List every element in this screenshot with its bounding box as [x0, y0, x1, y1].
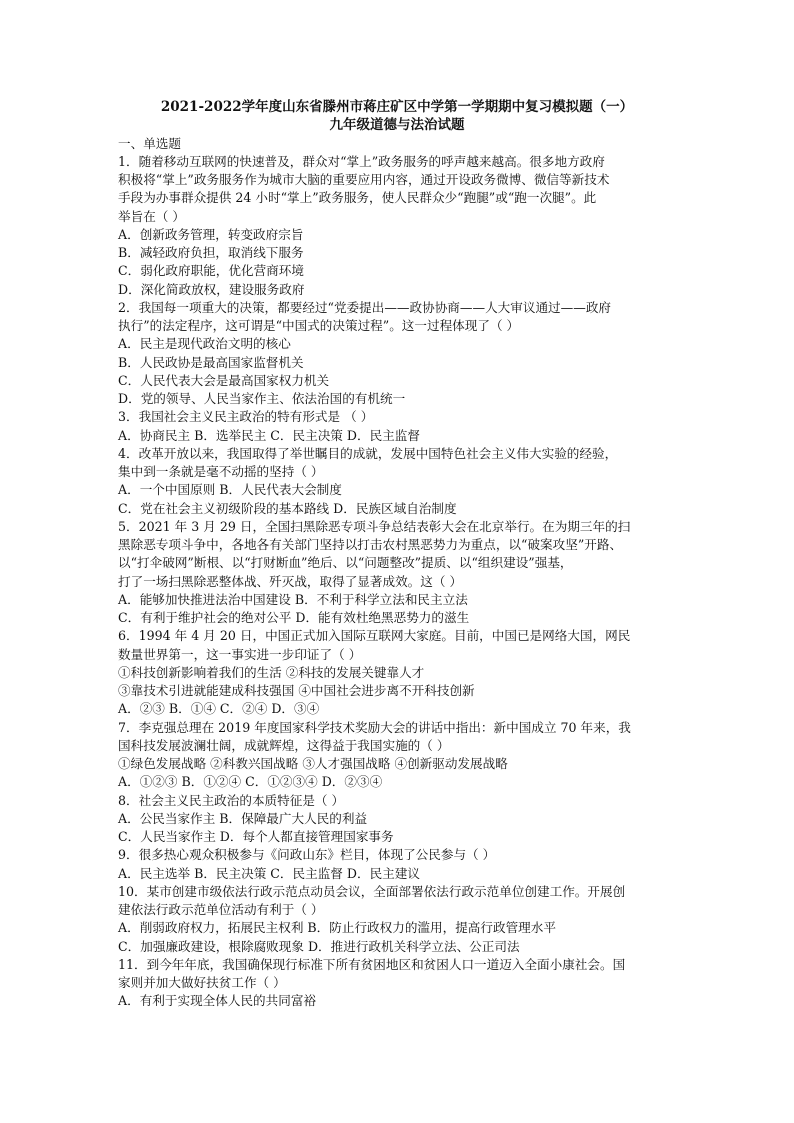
answer-options-row: C．加强廉政建设，根除腐败现象 D．推进行政机关科学立法、公正司法	[118, 938, 520, 954]
statement-line: ①科技创新影响着我们的生活 ②科技的发展关键靠人才	[118, 664, 425, 680]
exam-title-line2: 九年级道德与法治试题	[329, 117, 465, 134]
question-4	[118, 445, 676, 518]
question-text-line: 8．社会主义民主政治的本质特征是（ ）	[118, 792, 345, 808]
question-text-line: 家则并加大做好扶贫工作（ ）	[118, 975, 286, 990]
answer-options-row: A．民主选举 B．民主决策 C．民主监督 D．民主建议	[118, 865, 420, 881]
section-heading: 一、单选题	[118, 135, 181, 151]
answer-options-row: C．有利于维护社会的绝对公平 D．能有效杜绝黑恶势力的滋生	[118, 610, 470, 625]
question-2	[118, 299, 676, 409]
question-text-line: 4．改革开放以来，我国取得了举世瞩目的成就，发展中国特色社会主义伟大实验的经验，	[118, 445, 618, 461]
question-text-line: 积极将“掌上”政务服务作为城市大脑的重要应用内容，通过开设政务微博、微信等新技术	[118, 172, 610, 187]
answer-option: C．弱化政府职能，优化营商环境	[118, 263, 304, 279]
question-6	[118, 627, 676, 718]
question-text-line: 10．某市创建市级依法行政示范点动员会议，全面部署依法行政示范单位创建工作。开展创	[118, 883, 626, 899]
answer-option: B．人民政协是最高国家监督机关	[118, 354, 304, 370]
question-3	[118, 408, 676, 445]
question-text-line: 7．李克强总理在 2019 年度国家科学技术奖励大会的讲话中指出：新中国成立 70 年来，我	[118, 719, 631, 735]
question-text-line: 黑除恶专项斗争中，各地各有关部门坚持以打击农村黑恶势力为重点，以“破案攻坚”开路、	[118, 537, 623, 552]
answer-options-row: A．①②③ B．①②④ C．①②③④ D．②③④	[118, 774, 383, 790]
statement-line: ①绿色发展战略 ②科教兴国战略 ③人才强国战略 ④创新驱动发展战略	[118, 756, 508, 771]
question-5	[118, 518, 676, 628]
answer-option: A．创新政务管理，转变政府宗旨	[118, 226, 304, 242]
question-text-line: 执行”的法定程序，这可谓是“中国式的决策过程”。这一过程体现了（ ）	[118, 318, 520, 333]
question-text-line: 举旨在（ ）	[118, 208, 185, 224]
answer-option: A．民主是现代政治文明的核心	[118, 336, 291, 352]
question-text-line: 建依法行政示范单位活动有利于（ ）	[118, 902, 324, 917]
question-text-line: 9．很多热心观众积极参与《问政山东》栏目，体现了公民参与（ ）	[118, 847, 496, 863]
answer-options-row: A．协商民主 B．选举民主 C．民主决策 D．民主监督	[118, 427, 420, 443]
answer-option: D．深化简政放权，建设服务政府	[118, 281, 305, 297]
exam-page	[118, 98, 676, 1011]
question-text-line: 11．到今年年底，我国确保现行标准下所有贫困地区和贫困人口一道迈入全面小康社会。国	[118, 956, 626, 972]
answer-options-row: A．公民当家作主 B．保障最广大人民的利益	[118, 810, 368, 826]
question-7	[118, 719, 676, 792]
answer-options-row: C．人民当家作主 D．每个人都直接管理国家事务	[118, 829, 394, 844]
answer-options-row: A．能够加快推进法治中国建设 B．不利于科学立法和民主立法	[118, 591, 468, 607]
answer-option: A．有利于实现全体人民的共同富裕	[118, 993, 317, 1009]
question-text-line: 3．我国社会主义民主政治的特有形式是 （ ）	[118, 409, 374, 425]
question-8	[118, 792, 676, 847]
question-text-line: 集中到一条就是毫不动摇的坚持（ ）	[118, 464, 324, 479]
exam-title-line1: 2021-2022学年度山东省滕州市蒋庄矿区中学第一学期期中复习模拟题（一）	[160, 99, 634, 115]
answer-options-row: A．②③ B．①④ C．②④ D．③④	[118, 701, 320, 717]
question-10	[118, 883, 676, 956]
answer-option: B．减轻政府负担，取消线下服务	[118, 245, 304, 260]
question-text-line: 以“打伞破网”断根、以“打财断血”绝后、以“问题整改”提质、以“组织建设”强基，	[118, 555, 573, 571]
answer-options-row: A．削弱政府权力，拓展民主权利 B．防止行政权力的滥用，提高行政管理水平	[118, 920, 556, 936]
answer-options-row: C．党在社会主义初级阶段的基本路线 D．民族区域自治制度	[118, 500, 457, 516]
question-text-line: 1．随着移动互联网的快速普及，群众对“掌上”政务服务的呼声越来越高。很多地方政府	[118, 153, 605, 169]
question-text-line: 数量世界第一，这一事实进一步印证了（ ）	[118, 646, 362, 662]
question-text-line: 国科技发展波澜壮阔，成就辉煌，这得益于我国实施的（ ）	[118, 737, 450, 753]
question-11	[118, 956, 676, 1011]
answer-option: D．党的领导、人民当家作主、依法治国的有机统一	[118, 391, 406, 406]
statement-line: ③靠技术引进就能建成科技强国 ④中国社会进步离不开科技创新	[118, 683, 475, 698]
answer-options-row: A．一个中国原则 B．人民代表大会制度	[118, 482, 342, 498]
answer-option: C．人民代表大会是最高国家权力机关	[118, 372, 330, 388]
question-1	[118, 153, 676, 299]
question-text-line: 6．1994 年 4 月 20 日，中国正式加入国际互联网大家庭。目前，中国已是网络大国，网民	[118, 628, 631, 644]
question-text-line: 手段为办事群众提供 24 小时“掌上”政务服务，使人民群众少“跑腿”或“跑一次腿”。此	[118, 190, 597, 206]
question-text-line: 2．我国每一项重大的决策，都要经过“党委提出——政协协商——人大审议通过——政府	[118, 299, 612, 315]
question-text-line: 5．2021 年 3 月 29 日，全国扫黑除恶专项斗争总结表彰大会在北京举行。在为期三年的扫	[118, 518, 631, 534]
question-text-line: 打了一场扫黑除恶整体战、歼灭战，取得了显著成效。这（ ）	[118, 573, 463, 589]
question-9	[118, 846, 676, 883]
